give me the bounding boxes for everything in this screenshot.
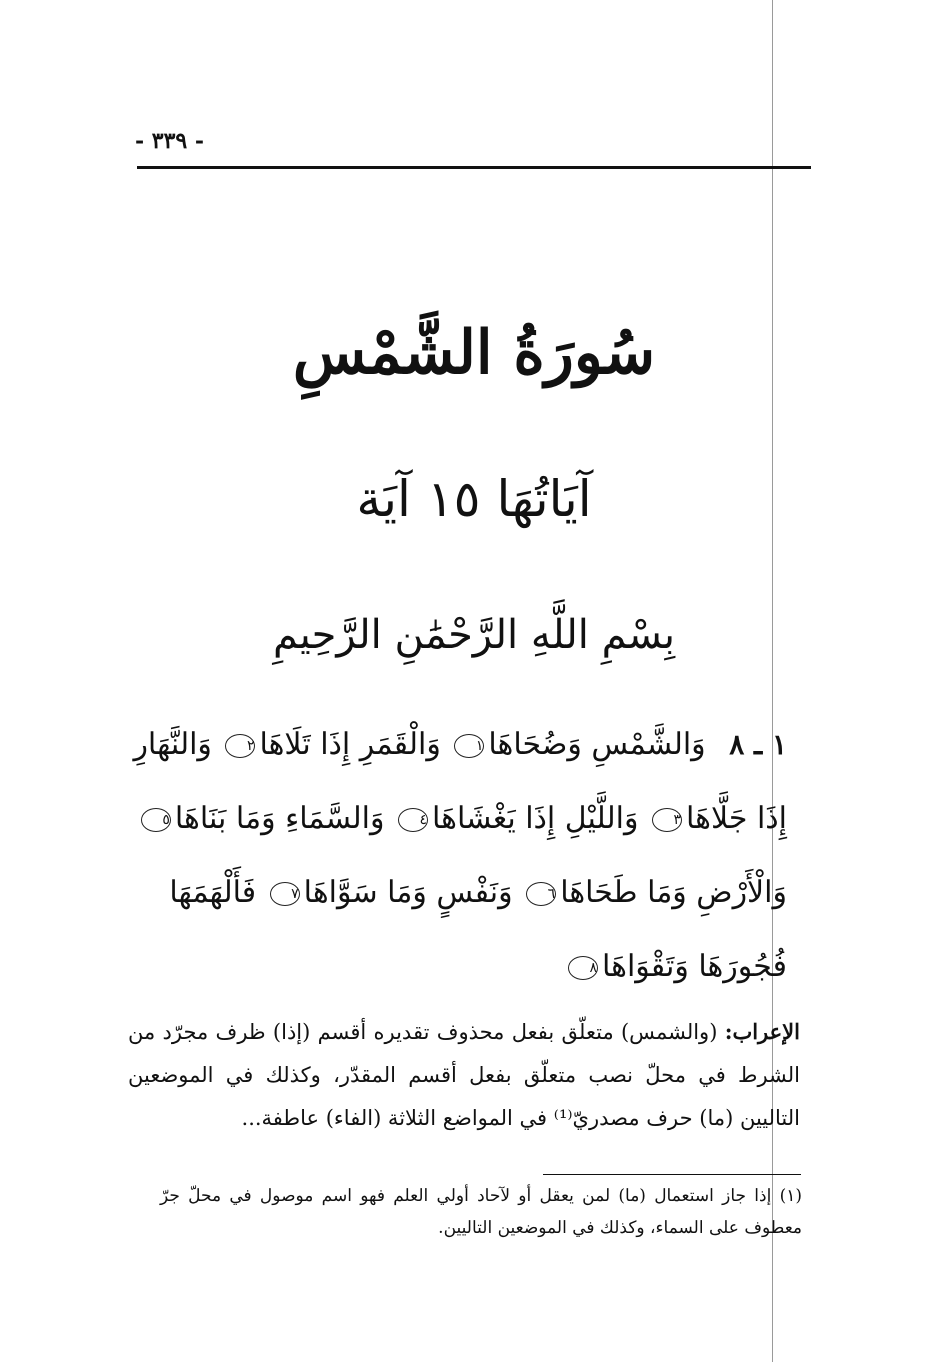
page-number: - ٣٣٩ - (135, 128, 205, 154)
grammar-label: الإعراب: (724, 1019, 800, 1044)
verse-line (162, 782, 787, 856)
binding-line (772, 0, 773, 1362)
grammar-paragraph (128, 1010, 800, 1140)
footnote: (١) إذا جاز استعمال (ما) لمن يعقل أو لآحاد أولي العلم فهو اسم موصول في محلّ جرّ معطوف على السماء، وكذلك في الموضعين التاليين. (160, 1186, 802, 1238)
ayah-number-marker: ٦ (526, 882, 556, 906)
verse-text: وَالسَّمَاءِ وَمَا بَنَاهَا (174, 801, 385, 836)
ayah-number-marker: ٥ (141, 808, 171, 832)
verse-text: إِذَا جَلَّاهَا (686, 801, 787, 836)
ayah-number-marker: ٨ (568, 956, 598, 980)
verse-range: ١ ـ ٨ (729, 728, 787, 761)
ayah-number-marker: ٤ (398, 808, 428, 832)
verse-line (169, 856, 787, 930)
verse-text: وَالْقَمَرِ إِذَا تَلَاهَا (259, 727, 441, 762)
grammar-text: (والشمس) متعلّق بفعل محذوف تقديره أقسم (إذا) ظرف مجرّد من الشرط في محلّ نصب متعلّق بفعل أقسم المقدّر، وكذلك في الموضعين التاليين (ما) حرف مصدريّ⁽¹⁾ في المواضع الثلاثة (الفاء) عاطفة... (128, 1020, 800, 1130)
ayah-number-marker: ٣ (652, 808, 682, 832)
verse-line (175, 930, 787, 1004)
verse-text: وَاللَّيْلِ إِذَا يَغْشَاهَا (432, 801, 639, 836)
verse-line (133, 708, 787, 782)
verse-text: وَالنَّهَارِ (133, 727, 212, 762)
verse-text: فَأَلْهَمَهَا (169, 875, 257, 910)
surah-title: سُورَةُ الشَّمْسِ (292, 318, 656, 388)
ayah-number-marker: ٧ (270, 882, 300, 906)
verses-block (133, 708, 787, 1004)
ayah-count: آيَاتُهَا ١٥ آيَة (356, 470, 592, 528)
ayah-number-marker: ١ (454, 734, 484, 758)
header-rule (137, 166, 811, 169)
basmala: بِسْمِ اللَّهِ الرَّحْمَٰنِ الرَّحِيمِ (272, 612, 676, 658)
verse-text: فُجُورَهَا وَتَقْوَاهَا (602, 949, 787, 984)
verse-text: وَالْأَرْضِ وَمَا طَحَاهَا (560, 875, 787, 910)
verse-text: وَالشَّمْسِ وَضُحَاهَا (488, 727, 706, 762)
ayah-number-marker: ٢ (225, 734, 255, 758)
footnote-rule (543, 1174, 801, 1175)
verse-text: وَنَفْسٍ وَمَا سَوَّاهَا (303, 875, 513, 910)
